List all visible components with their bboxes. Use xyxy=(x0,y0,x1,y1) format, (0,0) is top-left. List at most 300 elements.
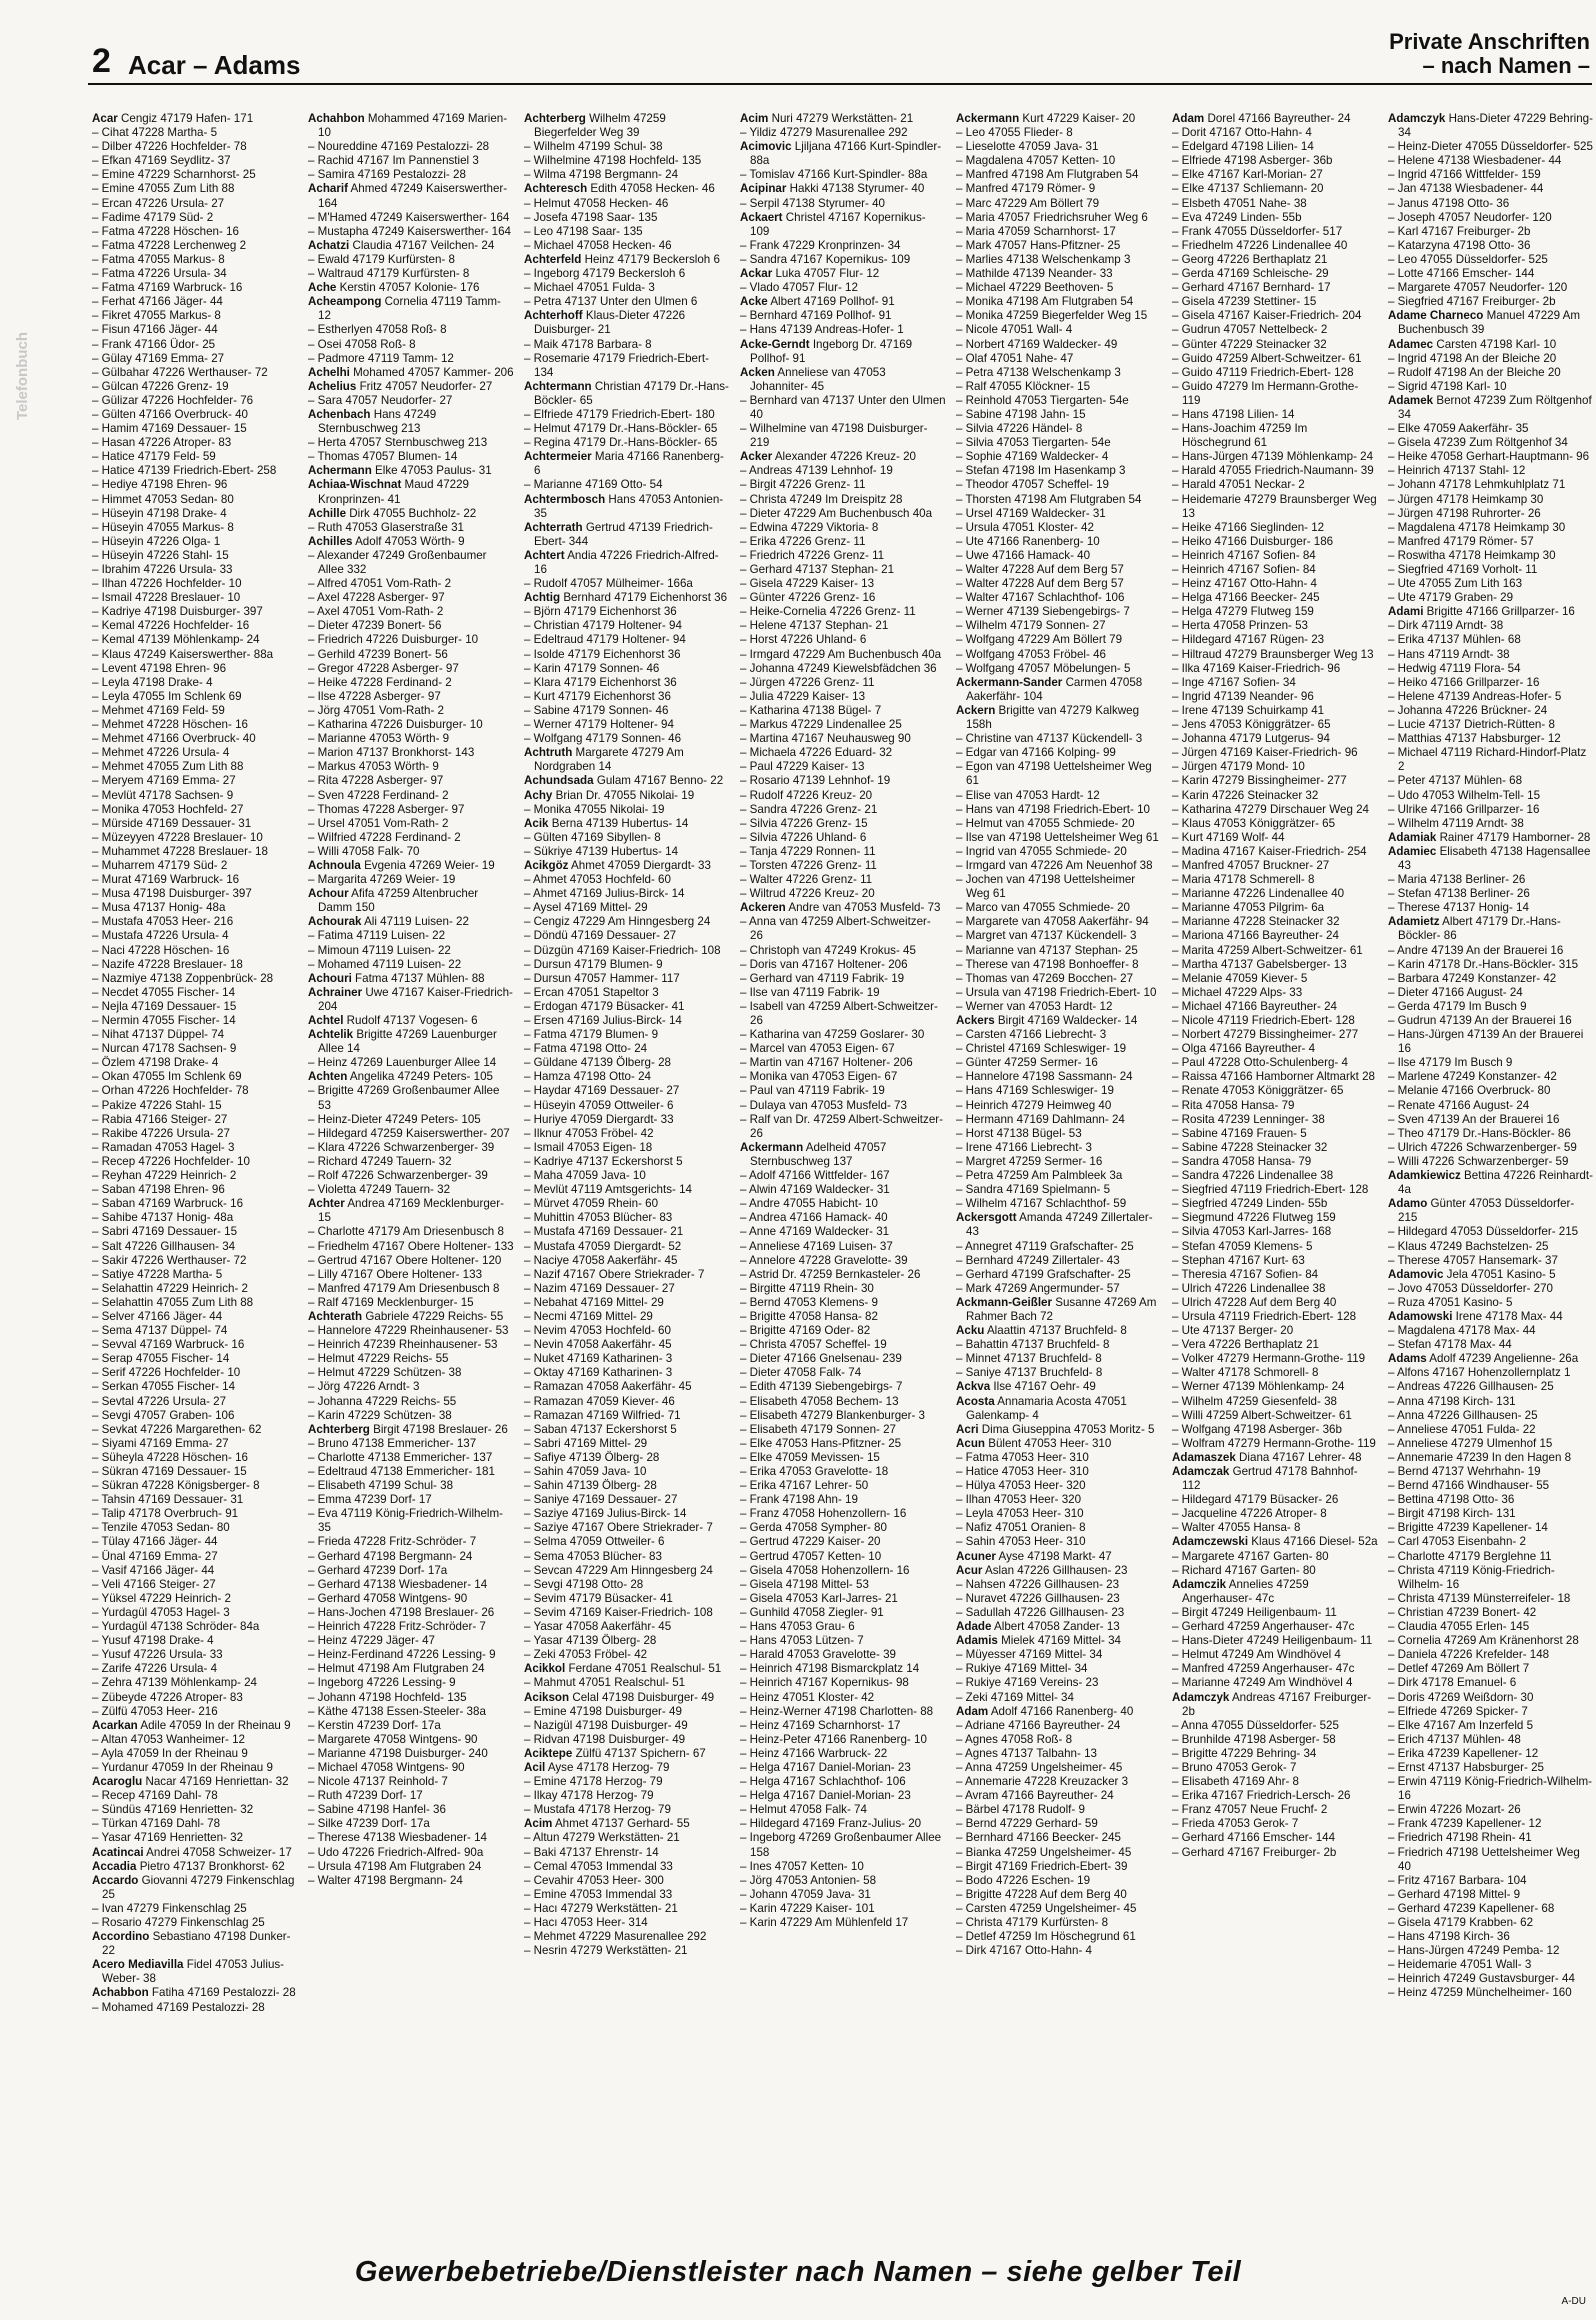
entry-details: – Yasar 47058 Aakerfähr- 45 xyxy=(524,1620,672,1634)
entry-details: – Brigitte 47269 Großenbaumer Allee 53 xyxy=(308,1084,500,1112)
directory-entry xyxy=(1388,972,1594,986)
directory-entry xyxy=(1172,338,1378,352)
entry-details: – Minnet 47137 Bruchfeld- 8 xyxy=(956,1352,1102,1366)
directory-entry xyxy=(956,1691,1162,1705)
directory-entry xyxy=(956,817,1162,831)
directory-entry xyxy=(1388,1310,1594,1324)
entry-surname: Achteresch xyxy=(524,182,588,196)
entry-details: – Jochen van 47198 Uettelsheimer Weg 61 xyxy=(956,873,1136,901)
entry-details: – Paul van 47119 Fabrik- 19 xyxy=(740,1084,885,1098)
directory-entry xyxy=(1388,1056,1594,1070)
directory-entry xyxy=(956,182,1162,196)
entry-details: Ferdane 47051 Realschul- 51 xyxy=(568,1662,722,1676)
directory-entry xyxy=(956,1324,1162,1338)
entry-surname: Achtig xyxy=(524,591,561,605)
entry-details: Diana 47167 Lehrer- 48 xyxy=(1239,1450,1362,1464)
entry-details: Fatma 47137 Mühlen- 88 xyxy=(355,971,485,985)
directory-entry xyxy=(92,1691,298,1705)
directory-entry xyxy=(524,281,730,295)
directory-entry xyxy=(92,478,298,492)
directory-entry xyxy=(740,1056,946,1070)
entry-details: – Hannelore 47198 Sassmann- 24 xyxy=(956,1070,1133,1084)
directory-entry xyxy=(524,1155,730,1169)
directory-entry xyxy=(308,507,514,521)
directory-entry xyxy=(308,803,514,817)
entry-details: – Karin 47226 Steinacker 32 xyxy=(1172,788,1319,802)
entry-details: – Anna van 47259 Albert-Schweitzer- 26 xyxy=(740,915,931,943)
entry-details: – Edwina 47229 Viktoria- 8 xyxy=(740,520,879,534)
directory-entry xyxy=(1172,168,1378,182)
entry-details: – Müzeyyen 47228 Breslauer- 10 xyxy=(92,830,263,844)
directory-entry xyxy=(1388,1423,1594,1437)
entry-details: – Nicole 47051 Wall- 4 xyxy=(956,323,1073,337)
directory-entry xyxy=(524,690,730,704)
entry-surname: Accadia xyxy=(92,1859,137,1873)
entry-details: – Rudolf 47057 Mülheimer- 166a xyxy=(524,577,693,591)
directory-entry xyxy=(740,1676,946,1690)
entry-details: – Marita 47259 Albert-Schweitzer- 61 xyxy=(1172,943,1363,957)
entry-details: – Necdet 47055 Fischer- 14 xyxy=(92,985,236,999)
entry-details: – Willi 47058 Falk- 70 xyxy=(308,844,420,858)
entry-details: – Mariona 47166 Bayreuther- 24 xyxy=(1172,929,1339,943)
entry-details: – Rudolf 47226 Kreuz- 20 xyxy=(740,788,873,802)
entry-details: – Gülay 47169 Emma- 27 xyxy=(92,351,225,365)
entry-details: – Cemal 47053 Immendal 33 xyxy=(524,1859,673,1873)
entry-details: – Helga 47167 Schlachthof- 106 xyxy=(740,1775,906,1789)
entry-details: – Julia 47229 Kaiser- 13 xyxy=(740,689,866,703)
entry-details: – Hans 47198 Lilien- 14 xyxy=(1172,407,1295,421)
entry-details: – Anna 47055 Düsseldorfer- 525 xyxy=(1172,1718,1339,1732)
directory-entry xyxy=(92,1634,298,1648)
entry-details: – Gerhard 47167 Bernhard- 17 xyxy=(1172,281,1331,295)
entry-details: – Friedrich 47226 Grenz- 11 xyxy=(740,548,885,562)
directory-entry xyxy=(92,521,298,535)
entry-details: – Renate 47053 Königgrätzer- 65 xyxy=(1172,1084,1344,1098)
directory-entry xyxy=(308,1578,514,1592)
entry-details: – Saban 47137 Eckershorst 5 xyxy=(524,1422,677,1436)
entry-details: – Serkan 47055 Fischer- 14 xyxy=(92,1380,236,1394)
entry-details: – Bernhard van 47137 Unter den Ulmen 40 xyxy=(740,393,946,421)
entry-details: – Käthe 47138 Essen-Steeler- 38a xyxy=(308,1704,486,1718)
directory-entry xyxy=(308,1775,514,1789)
entry-details: – Sevgi 47057 Graben- 106 xyxy=(92,1408,235,1422)
entry-details: – Kadriye 47198 Duisburger- 397 xyxy=(92,605,263,619)
directory-entry xyxy=(524,478,730,492)
entry-surname: Acipinar xyxy=(740,182,787,196)
entry-details: – Wilhelmine 47198 Hochfeld- 135 xyxy=(524,154,702,168)
directory-entry xyxy=(956,507,1162,521)
directory-entry xyxy=(524,1691,730,1705)
entry-details: – Katharina 47138 Bügel- 7 xyxy=(740,703,882,717)
directory-entry xyxy=(308,915,514,929)
directory-entry xyxy=(1172,901,1378,915)
directory-entry xyxy=(308,986,514,1014)
directory-entry xyxy=(308,1451,514,1465)
entry-details: – Nazif 47167 Obere Striekrader- 7 xyxy=(524,1267,705,1281)
entry-details: – Hatice 47053 Heer- 310 xyxy=(956,1465,1089,1478)
entry-details: – Wolfram 47279 Hermann-Grothe- 119 xyxy=(1172,1436,1376,1450)
entry-details: – Tomislav 47166 Kurt-Spindler- 88a xyxy=(740,168,928,182)
directory-entry xyxy=(524,1676,730,1690)
entry-details: Uwe 47167 Kaiser-Friedrich- 204 xyxy=(318,985,513,1013)
entry-details: – Magdalena 47178 Max- 44 xyxy=(1388,1324,1536,1338)
entry-details: – Stefan 47198 Im Hasenkamp 3 xyxy=(956,464,1126,478)
directory-entry xyxy=(1388,1169,1594,1197)
directory-entry xyxy=(956,1056,1162,1070)
entry-details: – Ines 47057 Ketten- 10 xyxy=(740,1859,864,1873)
entry-details: – Birgit 47249 Heiligenbaum- 11 xyxy=(1172,1605,1337,1619)
directory-entry xyxy=(1172,1437,1378,1451)
entry-details: – Monika 47198 Am Flutgraben 54 xyxy=(956,295,1134,309)
entry-details: – Daniela 47226 Krefelder- 148 xyxy=(1388,1648,1550,1662)
entry-details: – Harald 47053 Gravelotte- 39 xyxy=(740,1648,896,1662)
entry-details: – Gerda 47058 Sympher- 80 xyxy=(740,1521,887,1535)
directory-entry xyxy=(92,1550,298,1564)
entry-details: Carmen 47058 Aakerfähr- 104 xyxy=(966,675,1143,703)
directory-entry xyxy=(1388,732,1594,746)
directory-entry xyxy=(308,648,514,662)
directory-entry xyxy=(524,450,730,478)
entry-details: – Ismail 47053 Eigen- 18 xyxy=(524,1140,653,1154)
directory-entry xyxy=(308,1493,514,1507)
directory-entry xyxy=(956,915,1162,929)
entry-details: – Dieter 47166 August- 24 xyxy=(1388,985,1523,999)
entry-details: Mielek 47169 Mittel- 34 xyxy=(1001,1634,1121,1648)
directory-entry xyxy=(92,1155,298,1169)
directory-entry xyxy=(740,1550,946,1564)
directory-entry xyxy=(1172,563,1378,577)
entry-details: – Monika van 47053 Eigen- 67 xyxy=(740,1070,898,1084)
directory-entry xyxy=(308,1789,514,1803)
directory-entry xyxy=(308,1183,514,1197)
entry-details: – Klara 47226 Schwarzenberger- 39 xyxy=(308,1140,495,1154)
entry-details: – Dieter 47229 Am Buchenbusch 40a xyxy=(740,506,933,520)
entry-surname: Ackva xyxy=(956,1380,991,1394)
directory-entry xyxy=(92,549,298,563)
entry-details: Ayse 47178 Herzog- 79 xyxy=(547,1760,670,1774)
directory-entry xyxy=(740,1366,946,1380)
directory-entry xyxy=(740,676,946,690)
entry-details: – Helmut van 47055 Schmiede- 20 xyxy=(956,816,1135,830)
entry-details: Annamaria Acosta 47051 Galenkamp- 4 xyxy=(966,1394,1127,1422)
directory-entry xyxy=(524,295,730,309)
directory-entry xyxy=(92,1437,298,1451)
directory-entry xyxy=(308,1310,514,1324)
entry-details: – Margret van 47137 Kückendell- 3 xyxy=(956,929,1137,943)
directory-entry xyxy=(1388,422,1594,436)
directory-entry xyxy=(308,1691,514,1705)
directory-entry xyxy=(308,1409,514,1423)
directory-entry xyxy=(92,380,298,394)
entry-details: – Willi 47226 Schwarzenberger- 59 xyxy=(1388,1154,1569,1168)
directory-entry xyxy=(92,1056,298,1070)
entry-details: – Elisabeth 47179 Sonnen- 27 xyxy=(740,1422,896,1436)
entry-details: – Yildiz 47279 Masurenallee 292 xyxy=(740,126,908,140)
entry-details: – Thorsten 47198 Am Flutgraben 54 xyxy=(956,492,1142,506)
footer-notice: Gewerbebetriebe/Dienstleister nach Namen – siehe gelber Teil xyxy=(354,2256,1242,2288)
directory-entry xyxy=(740,1028,946,1042)
entry-details: – Andreas 47139 Lehnhof- 19 xyxy=(740,464,893,478)
directory-entry xyxy=(92,338,298,352)
entry-details: – Jovo 47053 Düsseldorfer- 270 xyxy=(1388,1281,1553,1295)
entry-details: – Irmgard 47229 Am Buchenbusch 40a xyxy=(740,647,942,661)
entry-details: – Kerstin 47239 Dorf- 17a xyxy=(308,1718,441,1732)
entry-details: – Edgar van 47166 Kolping- 99 xyxy=(956,746,1116,760)
entry-details: – Heinrich 47167 Sofien- 84 xyxy=(1172,563,1316,576)
entry-details: – Hans-Jochen 47198 Breslauer- 26 xyxy=(308,1605,495,1619)
directory-entry xyxy=(956,1338,1162,1352)
entry-details: – Nafiz 47051 Oranien- 8 xyxy=(956,1521,1086,1535)
entry-surname: Ackersgott xyxy=(956,1211,1017,1225)
entry-details: – Ursula 47119 Friedrich-Ebert- 128 xyxy=(1172,1309,1357,1323)
directory-entry xyxy=(956,338,1162,352)
directory-entry xyxy=(308,1437,514,1451)
directory-entry xyxy=(1172,944,1378,958)
entry-surname: Acri xyxy=(956,1422,979,1436)
entry-details: Hakki 47138 Styrumer- 40 xyxy=(789,182,925,196)
directory-entry xyxy=(740,732,946,746)
directory-entry xyxy=(740,478,946,492)
directory-entry xyxy=(1388,1662,1594,1676)
entry-details: – Hans 47053 Lützen- 7 xyxy=(740,1634,864,1648)
entry-details: – Dulaya van 47053 Musfeld- 73 xyxy=(740,1098,907,1112)
entry-details: – Saban 47169 Warbruck- 16 xyxy=(92,1197,244,1211)
entry-details: – Carsten 47259 Ungelsheimer- 45 xyxy=(956,1901,1137,1915)
entry-surname: Adamo xyxy=(1388,1197,1428,1211)
directory-entry xyxy=(524,732,730,746)
page-number: 2 xyxy=(92,42,111,80)
directory-entry xyxy=(956,1930,1162,1944)
entry-details: – Rachid 47167 Im Pannenstiel 3 xyxy=(308,154,479,168)
directory-entry xyxy=(1172,1056,1378,1070)
directory-entry xyxy=(1172,915,1378,929)
entry-details: Gulam 47167 Benno- 22 xyxy=(596,774,724,788)
entry-details: – Nahsen 47226 Gillhausen- 23 xyxy=(956,1577,1120,1591)
directory-entry xyxy=(524,633,730,647)
entry-details: – Wolfgang 47229 Am Böllert 79 xyxy=(956,633,1123,647)
directory-entry xyxy=(92,535,298,549)
entry-details: – Mehmet 47229 Masurenallee 292 xyxy=(524,1930,707,1944)
entry-details: – Christa 47179 Kurfürsten- 8 xyxy=(956,1916,1109,1929)
entry-details: – Thomas 47228 Asberger- 97 xyxy=(308,802,465,816)
entry-surname: Achouri xyxy=(308,971,352,985)
entry-surname: Achtermbosch xyxy=(524,492,606,506)
directory-entry xyxy=(1388,915,1594,943)
directory-entry xyxy=(524,1860,730,1874)
directory-entry xyxy=(92,154,298,168)
entry-details: – Yurdagül 47138 Schröder- 84a xyxy=(92,1620,260,1634)
entry-details: – Wilhelm 47119 Arndt- 38 xyxy=(1388,816,1524,830)
directory-entry xyxy=(524,1084,730,1098)
entry-details: – Guido 47259 Albert-Schweitzer- 61 xyxy=(1172,351,1362,365)
directory-entry xyxy=(1172,493,1378,521)
directory-entry xyxy=(308,239,514,253)
directory-entry xyxy=(1172,1550,1378,1564)
directory-entry xyxy=(1388,873,1594,887)
entry-details: – Siegmund 47226 Flutweg 159 xyxy=(1172,1211,1336,1225)
directory-entry xyxy=(1172,845,1378,859)
entry-details: – Ute 47137 Berger- 20 xyxy=(1172,1324,1294,1338)
entry-details: – Sevval 47169 Warbruck- 16 xyxy=(92,1338,245,1352)
entry-details: – Brigitte 47169 Oder- 82 xyxy=(740,1324,871,1338)
entry-details: – Silvia 47226 Uhland- 6 xyxy=(740,830,867,844)
directory-entry xyxy=(1388,1986,1594,2000)
entry-details: – Nermin 47055 Fischer- 14 xyxy=(92,1014,236,1027)
directory-entry xyxy=(1172,450,1378,464)
entry-details: – Cornelia 47269 Am Kränenhorst 28 xyxy=(1388,1634,1579,1648)
entry-details: – Erika 47167 Lehrer- 50 xyxy=(740,1479,869,1493)
entry-details: – Inge 47167 Sofien- 34 xyxy=(1172,675,1296,689)
directory-entry xyxy=(308,859,514,873)
entry-details: – Sigrid 47198 Karl- 10 xyxy=(1388,379,1507,393)
entry-details: – Ralf 47169 Mecklenburger- 15 xyxy=(308,1295,474,1309)
entry-details: – Birgit 47198 Kirch- 131 xyxy=(1388,1507,1516,1521)
directory-entry xyxy=(1388,1296,1594,1310)
entry-surname: Ackern xyxy=(956,703,996,717)
directory-entry xyxy=(92,1268,298,1282)
entry-details: – Bernhard 47166 Beecker- 245 xyxy=(956,1831,1122,1845)
entry-details: – Norbert 47279 Bissingheimer- 277 xyxy=(1172,1028,1359,1042)
directory-entry xyxy=(524,1437,730,1451)
directory-entry xyxy=(308,1803,514,1817)
entry-details: – Waltraud 47179 Kurfürsten- 8 xyxy=(308,267,470,281)
directory-entry xyxy=(1172,591,1378,605)
directory-entry xyxy=(1172,1662,1378,1676)
directory-entry xyxy=(308,1507,514,1535)
entry-details: – Maria 47178 Schmerell- 8 xyxy=(1172,873,1315,887)
directory-entry xyxy=(308,267,514,281)
entry-details: – Werner van 47053 Hardt- 12 xyxy=(956,999,1113,1013)
directory-entry xyxy=(524,704,730,718)
entry-surname: Achterberg xyxy=(308,1422,370,1436)
entry-details: – Claudia 47055 Erlen- 145 xyxy=(1388,1620,1530,1634)
directory-entry xyxy=(956,1254,1162,1268)
directory-entry xyxy=(956,648,1162,662)
entry-details: – Ingrid 47139 Neander- 96 xyxy=(1172,689,1314,703)
directory-entry xyxy=(308,1733,514,1747)
entry-surname: Achourak xyxy=(308,915,362,929)
entry-details: – Ilhan 47053 Heer- 320 xyxy=(956,1493,1082,1507)
entry-details: – Sükran 47228 Königsberger- 8 xyxy=(92,1479,260,1493)
entry-details: – Mohamed 47169 Pestalozzi- 28 xyxy=(92,2000,265,2014)
entry-details: Gabriele 47229 Reichs- 55 xyxy=(365,1309,504,1323)
directory-entry xyxy=(956,831,1162,845)
directory-entry xyxy=(1388,1084,1594,1098)
entry-surname: Adame Charneco xyxy=(1388,309,1484,323)
entry-details: – Agnes 47137 Talbahn- 13 xyxy=(956,1746,1097,1760)
directory-entry xyxy=(740,126,946,140)
directory-entry xyxy=(1388,394,1594,422)
directory-entry xyxy=(1172,1648,1378,1662)
entry-details: – Oktay 47169 Katharinen- 3 xyxy=(524,1366,673,1380)
directory-entry xyxy=(956,1747,1162,1761)
entry-details: Andia 47226 Friedrich-Alfred- 16 xyxy=(534,548,719,576)
directory-entry xyxy=(92,436,298,450)
directory-entry xyxy=(1388,1366,1594,1380)
entry-surname: Adamek xyxy=(1388,393,1434,407)
directory-entry xyxy=(524,1719,730,1733)
entry-details: – Heiko 47166 Duisburger- 186 xyxy=(1172,534,1334,548)
entry-details: Brigitte van 47279 Kalkweg 158h xyxy=(966,703,1140,732)
entry-details: – Alwin 47169 Waldecker- 31 xyxy=(740,1183,890,1197)
directory-entry xyxy=(92,1916,298,1930)
entry-details: – Adolf 47166 Wittfelder- 167 xyxy=(740,1169,890,1183)
directory-entry xyxy=(956,605,1162,619)
entry-details: Ali 47119 Luisen- 22 xyxy=(364,915,469,929)
entry-details: – Hülya 47053 Heer- 320 xyxy=(956,1479,1086,1493)
entry-details: – Sevkat 47226 Margarethen- 62 xyxy=(92,1422,262,1436)
entry-details: Klaus 47166 Diesel- 52a xyxy=(1251,1535,1378,1549)
directory-entry xyxy=(1172,281,1378,295)
directory-entry xyxy=(740,972,946,986)
directory-entry xyxy=(308,1056,514,1070)
directory-entry xyxy=(956,1070,1162,1084)
entry-surname: Achrainer xyxy=(308,985,363,999)
directory-entry xyxy=(524,1197,730,1211)
directory-entry xyxy=(956,1578,1162,1592)
entry-details: – Klara 47179 Eichenhorst 36 xyxy=(524,675,677,689)
entry-details: – Mathilde 47139 Neander- 33 xyxy=(956,267,1113,281)
entry-details: – Elfriede 47198 Asberger- 36b xyxy=(1172,154,1333,168)
entry-details: – Ilse 47228 Asberger- 97 xyxy=(308,689,441,703)
directory-entry xyxy=(308,394,514,408)
entry-details: – Charlotte 47179 Berglehne 11 xyxy=(1388,1549,1552,1563)
entry-details: – Erdogan 47179 Büsacker- 41 xyxy=(524,999,685,1013)
entry-details: – Sükriye 47139 Hubertus- 14 xyxy=(524,844,679,858)
directory-entry xyxy=(1388,1930,1594,1944)
entry-details: Birgit 47169 Waldecker- 14 xyxy=(997,1014,1138,1027)
directory-entry xyxy=(1172,1366,1378,1380)
directory-entry xyxy=(1172,380,1378,408)
entry-surname: Achtermann xyxy=(524,379,592,393)
directory-entry xyxy=(92,1831,298,1845)
directory-entry xyxy=(956,112,1162,126)
entry-details: – Saban 47198 Ehren- 96 xyxy=(92,1183,225,1197)
entry-details: Bülent 47053 Heer- 310 xyxy=(988,1436,1112,1450)
entry-details: – Elsbeth 47051 Nahe- 38 xyxy=(1172,196,1307,210)
directory-entry xyxy=(1172,225,1378,239)
directory-entry xyxy=(1388,986,1594,1000)
entry-details: – Margarete 47058 Wintgens- 90 xyxy=(308,1732,478,1746)
entry-details: – Manfred 47259 Angerhauser- 47c xyxy=(1172,1662,1355,1676)
entry-details: – Birgitte 47119 Rhein- 30 xyxy=(740,1281,874,1295)
directory-column-2 xyxy=(308,112,514,2197)
directory-entry xyxy=(740,1352,946,1366)
directory-entry xyxy=(1388,718,1594,732)
entry-details: – Ibrahim 47226 Ursula- 33 xyxy=(92,563,233,576)
directory-entry xyxy=(92,394,298,408)
directory-entry xyxy=(524,1183,730,1197)
entry-details: – Gerhard 47198 Bergmann- 24 xyxy=(308,1549,473,1563)
directory-entry xyxy=(92,507,298,521)
directory-entry xyxy=(956,1662,1162,1676)
directory-entry xyxy=(308,577,514,591)
entry-details: – Frank 47166 Üdor- 25 xyxy=(92,337,216,351)
entry-details: – Ulrich 47226 Schwarzenberger- 59 xyxy=(1388,1140,1577,1154)
entry-details: – Wolfgang 47057 Möbelungen- 5 xyxy=(956,661,1131,675)
entry-details: Ayse 47198 Markt- 47 xyxy=(998,1549,1112,1563)
directory-entry xyxy=(740,789,946,803)
directory-entry xyxy=(524,1733,730,1747)
entry-details: – Tanja 47229 Ronnen- 11 xyxy=(740,844,876,858)
entry-surname: Adamaszek xyxy=(1172,1450,1236,1464)
entry-details: Birgit 47198 Breslauer- 26 xyxy=(373,1422,508,1436)
directory-entry xyxy=(308,112,514,140)
directory-entry xyxy=(92,732,298,746)
entry-details: Adelheid 47057 Sternbuschweg 137 xyxy=(750,1140,887,1168)
entry-details: – Mevlüt 47119 Amtsgerichts- 14 xyxy=(524,1183,692,1197)
directory-entry xyxy=(1388,1324,1594,1338)
